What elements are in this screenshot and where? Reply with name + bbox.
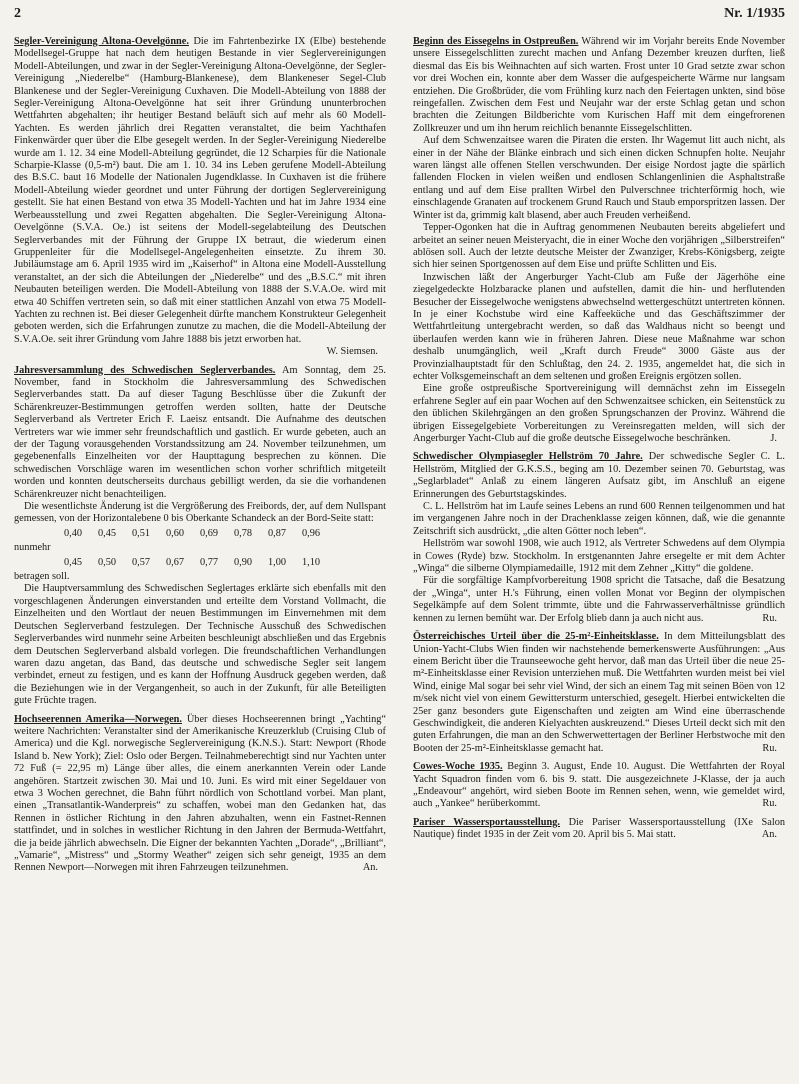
article-signature: Ru. bbox=[762, 742, 777, 754]
article-signature: W. Siemsen. bbox=[326, 346, 378, 358]
article-hellstroem bbox=[413, 451, 785, 625]
article-signature: J. bbox=[770, 433, 777, 444]
freeboard-row-old bbox=[14, 528, 386, 540]
table-cell: 0,60 bbox=[165, 527, 184, 539]
article-headline: Cowes-Woche 1935. bbox=[413, 761, 503, 773]
table-cell: 0,45 bbox=[97, 527, 116, 539]
article-paragraph: Tepper-Ogonken hat die in Auftrag genommenen Neubauten bereits abgeliefert und arbeitet an seiner neuen Meisteryacht, die in einer Woche den vorjährigen „Silberstreifen“ ablösen soll. Auch der letzte deutsche Meister der Zwanziger, Krebs-Königsberg, zeigte sich hier seinen Sportgenossen auf dem Eise und prüfte Schlitten und Eis. bbox=[413, 222, 785, 271]
article-headline: Hochseerennen Amerika—Norwegen. bbox=[14, 713, 182, 725]
article-signature: Ru. bbox=[762, 798, 777, 810]
article-paragraph: Eine große ostpreußische Sportvereinigung will demnächst zehn im Eissegeln erfahrene Segler auf ein paar Wochen auf den Schwenzaitsee schicken, ein Seitenstück zu den üblichen Skilehrgängen an den großen Sprungschanzen der Provinz. Während die übrigen Eissegelgebiete Vorbereitungen zu Vereinsregatten melden, will sich der Angerburger Yacht-Club auf die große deutsche Eissegelwoche beschränken. bbox=[413, 383, 785, 444]
article-oesterreich bbox=[413, 631, 785, 755]
article-headline: Pariser Wassersportausstellung. bbox=[413, 816, 560, 828]
table-cell: 1,00 bbox=[267, 556, 286, 568]
article-text: Der schwedische Segler C. L. Hellström, Mitglied der G.K.S.S., beging am 10. Dezember seinen 70. Geburtstag, was „Seglarbladet“ Anlaß zu einem längeren Aufsatz gibt, im Anschluß an eigene Erinnerungen des Geburtstagskindes. bbox=[413, 451, 785, 500]
table-cell: 0,40 bbox=[63, 527, 82, 539]
article-headline: Segler-Vereinigung Altona-Oevelgönne. bbox=[14, 36, 189, 47]
article-headline: Jahresversammlung des Schwedischen Seglerverbandes. bbox=[14, 364, 276, 376]
table-cell: 0,87 bbox=[267, 527, 286, 539]
freeboard-row-new bbox=[14, 557, 386, 569]
article-headline: Österreichisches Urteil über die 25-m²-Einheitsklasse. bbox=[413, 631, 659, 643]
table-cell: 0,96 bbox=[301, 527, 320, 539]
article-paragraph: C. L. Hellström hat im Laufe seines Lebens an rund 600 Rennen teilgenommen und hat im vergangenen Jahre noch in der Drachenklasse zeigen können, daß, wie die genannte Zeitschrift sich ausdrückt, „die alten Götter noch leben“. bbox=[413, 501, 785, 537]
table-label: nunmehr bbox=[14, 542, 51, 554]
article-cowes-woche bbox=[413, 761, 785, 811]
table-cell: 0,57 bbox=[131, 556, 150, 568]
table-cell: 0,69 bbox=[199, 527, 218, 539]
article-jahresversammlung bbox=[14, 365, 386, 708]
article-hochseerennen bbox=[14, 714, 386, 875]
issue-number: Nr. 1/1935 bbox=[724, 6, 785, 21]
article-text: Am Sonntag, dem 25. November, fand in Stockholm die Jahresversammlung des Schwedischen Seglerverbandes statt. Da auf dieser Tagung Beschlüsse über die Zukunft der Schärenkreuzer-Bestimmungen getroffen werden sollten, hatte der Deutsche Seglerverband als Vertreter Erich F. Laeisz entsandt. Die Aufnahme des deutschen Vertreters war wie immer sehr freundschaftlich und gastlich. Er wurde gebeten, auch an der der Tagung vorausgehenden Vorstandssitzung am 24. November teilzunehmen, um gegebenenfalls Einzelheiten vor der Haupttagung besprechen zu können. Die schwedischen Vorschläge waren im wesentlichen schon vorher schriftlich mitgeteilt worden und konnten deutscherseits durchaus gebilligt werden, da sie die vorhandenen Schärenkreuzer nicht benachteiligen. bbox=[14, 364, 386, 500]
article-text: In dem Mitteilungsblatt des Union-Yacht-Clubs Wien finden wir nachstehende bemerkenswerte Ausführungen: „Aus einem Bericht über die Traunseewoche geht hervor, daß man das Urteil über die neue 25-m²-Einheitsklasse einer Revision unterziehen muß. Die Wettfahrten wurden meist bei viel Wind, einige Mal sogar bei sehr viel Wind, der sich an einem Tag mit seinen Böen von 12 m/sek nicht viel von einem Gewittersturm unterschied, gesegelt. Hierbei entwickelten die 25er ganz besonders gute Eigenschaften und zeigten am Wind eine überraschende Geschwindigkeit, die anderen Kielyachten auskreuzend.“ Dieses Urteil deckt sich mit den guten Erfahrungen, die man an den Schwerwettertagen der Berliner Herbstwoche mit den Booten der 25-m²-Einheitsklasse gemacht hat. bbox=[413, 631, 786, 754]
article-paragraph: Die Hauptversammlung des Schwedischen Seglertages erklärte sich ebenfalls mit den vorgeschlagenen Änderungen einverstanden und erteilte dem Vorstand Vollmacht, die Einzelheiten und den Wortlaut der neuen Bestimmungen im Einvernehmen mit dem Deutschen Seglerverband festzulegen. Der Technische Ausschuß des Schwedischen Seglerverbandes wird nunmehr seine Arbeiten beschleunigt abschließen und das Ergebnis dem Deutschen Seglerverband alsbald vorlegen. Die freundschaftlichen Verhandlungen waren dazu angetan, das Band, das deutsche und schwedische Segler seit langem verbindet, erneut zu festigen, und es kann der Hoffnung Ausdruck gegeben werden, daß die Beziehungen wie in der Vergangenheit, so auch in der Zukunft, für alle Beteiligten gute Früchte tragen. bbox=[14, 583, 386, 707]
article-paragraph: Auf dem Schwenzaitsee waren die Piraten die ersten. Ihr Wagemut litt auch nicht, als einer in der Nähe der Blänke einbrach und sich einen dicken Schnupfen holte. Neujahr waren längst alle offenen Stellen verschwunden. Der eisige Nordost jagte die spärlich fallenden Flocken in vielen weißen und endlosen Schlangenlinien die Asphaltstraße entlang und auf dem Eise prallten Wirbel den Pulverschnee trichterförmig hoch, wie einschlagende Granaten auf trockenem Grund Rauch und Staub emporspritzen lassen. Der Winter ist da, grimmig kalt blasend, aber auch Freuden verheißend. bbox=[413, 135, 785, 221]
table-cell: 1,10 bbox=[301, 556, 320, 568]
article-text: Beginn 3. August, Ende 10. August. Die Wettfahrten der Royal Yacht Squadron finden vom 6. bis 9. statt. Die ausgezeichnete J-Klasse, der ja auch „Endeavour“ angehört, wird sieben Boote im Rennen sehen, wenn, wie gemeldet wird, auch „Yankee“ herüberkommt. bbox=[413, 761, 786, 810]
table-label: betragen soll. bbox=[14, 571, 70, 583]
table-cell: 0,77 bbox=[199, 556, 218, 568]
article-signature: An. bbox=[761, 829, 777, 841]
left-column bbox=[14, 36, 386, 881]
columns bbox=[14, 36, 785, 881]
article-text: Über dieses Hochseerennen bringt „Yachting“ weitere Nachrichten: Veranstalter sind der Amerikanische Kreuzerklub (Cruising Club of America) und die Kgl. norwegische Seglervereinigung (K.N.S.). Start: Newport (Rhode Island b. New York); Ziel: Oslo oder Bergen. Teilnahmeberechtigt sind nur Yachten unter 72 Fuß (= 22,95 m) Länge über alles, die einem anerkannten Verein oder Lande angehören. Startzeit zwischen 30. Mai und 10. Juni. Es wird mit einer Segeldauer von etwa 3 Wochen gerechnet, die Bahn führt nördlich von Schottland vorbei. Man plant, einen „Transatlantik-Wanderpreis“ zu schaffen, wobei man den Gedanken hat, das Rennen in östlicher Richtung in den Jahren abzuhalten, wenn ein Fastnet-Rennen stattfindet, und in solches in westlicher Richtung in den Jahren der Bermuda-Wettfahrt, die ja beide jährlich abwechseln. Die Eigner der bekannten Yachten „Dorade“, „Brilliant“, „Vamarie“, „Mistress“ und „Stormy Weather“ zeigen sich sehr geneigt, 1935 an dem Rennen Newport—Norwegen mit ihren Fahrzeugen teilzunehmen. bbox=[14, 713, 386, 874]
article-headline: Schwedischer Olympiasegler Hellström 70 Jahre. bbox=[413, 451, 643, 463]
table-cell: 0,50 bbox=[97, 556, 116, 568]
page-number: 2 bbox=[14, 6, 21, 21]
article-text: Die Pariser Wassersportausstellung (IXe Salon Nautique) findet 1935 in der Zeit vom 20. April bis 5. Mai statt. bbox=[413, 816, 785, 841]
article-paragraph: Für die sorgfältige Kampfvorbereitung 1908 spricht die Tatsache, daß die Besatzung der „Winga“, unter H.'s Führung, einen vollen Monat vor Beginn der olympischen Segelkämpfe auf dem Solent trimmte, übte und die Fahrwasserverhältnisse gründlich kennen zu lernen bemüht war. Der Erfolg blieb dann ja auch nicht aus. bbox=[413, 575, 785, 624]
table-cell: 0,67 bbox=[165, 556, 184, 568]
right-column bbox=[413, 36, 785, 881]
table-cell: 0,51 bbox=[131, 527, 150, 539]
article-signature: An. bbox=[362, 862, 378, 874]
article-segler-vereinigung bbox=[14, 36, 386, 359]
page-header bbox=[14, 6, 785, 28]
table-cell: 0,90 bbox=[233, 556, 252, 568]
table-cell: 0,45 bbox=[63, 556, 82, 568]
article-paragraph: Hellström war sowohl 1908, wie auch 1912, als Vertreter Schwedens auf dem Olympia in Cowes (Ryde) bzw. Stockholm. In erstgenannten Jahre ersegelte er mit dem Achter „Winga“ die silberne Olympiamedaille, 1912 mit dem Zehner „Kitty“ die goldene. bbox=[413, 538, 785, 575]
article-pariser-ausstellung bbox=[413, 817, 785, 842]
article-paragraph: Inzwischen läßt der Angerburger Yacht-Club am Fuße der Jägerhöhe eine ziegelgedeckte Holzbaracke planen und aufstellen, damit die hin- und herflutenden Besucher der Eissegelwoche wenigstens abwechselnd wettergeschützt untertreten können. In je einer Kochstube wird eine Kaffeeküche und das Geschäftszimmer der Wettfahrtleitung untergebracht werden, so daß das Waldhaus nicht so beengt und überlaufen werden kann wie in früheren Jahren. Diese neue Maßnahme war schon deshalb unumgänglich, weil „Kraft durch Freude“ 3000 Gäste aus der Provinzialhauptstadt für den Schlußtag, den 24. 2. 1935, angemeldet hat, die sich in echter Volksgemeinschaft an dem seltenen und großen Ereignis ergötzen sollen. bbox=[413, 271, 785, 382]
article-paragraph: Die wesentlichste Änderung ist die Vergrößerung des Freibords, der, auf dem Nullspant gemessen, von der Horizontalebene 0 bis Oberkante Schandeck an der Bord-Seite statt: bbox=[14, 501, 386, 525]
article-text: Während wir im Vorjahr bereits Ende November unsere Eissegelschlitten zurecht machen und Anfang Dezember kreuzen durften, ließ diesmal das Eis bis Weihnachten auf sich warten. Frost unter 10 Grad setzte zwar schon vor drei Wochen ein, konnte aber dem Wasser die aufgespeicherte Wärme nur langsam entziehen. Die Großbrüder, die vom Frühling kurz nach den Feiertagen unkten, sind böse reingefallen. Zwischen dem Fest und Neujahr war der erste Schlag getan und schon brachten die Zeitungen Bildberichte vom Kurischen Haff mit dem eingefrorenen Zollkreuzer und um ihn herum reichlich benannte Eissegelschlitten. bbox=[413, 36, 786, 134]
article-text: Die im Fahrtenbezirke IX (Elbe) bestehende Modellsegel-Gruppe hat nach dem heutigen Bestande in vier Seglervereinigungen Modell-Abteilungen, und zwar in der Segler-Vereinigung Altona-Oevelgönne, der Segler-Vereinigung „Niederelbe“ (Hamburg-Blankenese), dem Blankeneser Segel-Club Blankenese und der Segler-Vereinigung Cuxhaven. Die Modell-Abteilung von 1888 der Segler-Vereinigung Altona-Oevelgönne hat seit ihrer Gründung ununterbrochen Wettfahrten abgehalten; ihr heutiger Bestand beläuft sich auf mehr als 60 Modell-Yachten. Es werden jährlich drei Regatten veranstaltet, die beim Yachthafen Finkenwärder quer über die Elbe gesegelt werden. In der Segler-Vereinigung Niederelbe wurde am 1. 12. 34 eine Modell-Abteilung gegründet, die 12 Scharpies für die Nationale Scharpie-Klasse (0,5-m²) baut. Die am 1. 10. 34 ins Leben gerufene Modell-Abteilung des B.S.C. baut 16 Modelle der Nationalen Jugendklasse. In Cuxhaven ist die frühere Modell-Abteilung wieder geordnet und unter Führung der dortigen Seglervereinigung gestellt. Sie hat einen Bestand von etwa 35 Modell-Yachten und hat im Jahre 1934 eine Werbeausstellung und zwei Regatten abgehalten. Die Segler-Vereinigung Altona-Oevelgönne (S.V.A. Oe.) ist seitens der Modell-segelabteilung des Deutschen Seglerverbandes mit der Führung der Gruppe IX betraut, die wiederum einen Gruppenleiter für die Modellsegel-Angelegenheiten einsetzte. Zu ihrem 30. Jubiläumstage am 6. April 1935 wird im „Kaiserhof“ in Altona eine Modell-Ausstellung veranstaltet, an der sich die Abteilungen der „Niederelbe“ und des „B.S.C.“ mit ihren Neubauten beteiligen werden. Die Modell-Abteilung von 1888 der S.V.A.Oe. wird mit etwa 40 Schiffen vertreten sein, so daß mit einer stattlichen Anzahl von etwa 75 Modell-Yachten zu rechnen ist. Bei dieser Gelegenheit dürfte manchem Konstrukteur Gelegenheit geboten werden, sich die Erfahrungen zunutze zu machen, die die Modell-Abteilung der S.V.A.Oe. seit ihrer Gründung vom Jahre 1888 bis jetzt erworben hat. bbox=[14, 36, 386, 345]
article-eissegeln bbox=[413, 36, 785, 445]
article-headline: Beginn des Eissegelns in Ostpreußen. bbox=[413, 36, 579, 47]
table-cell: 0,78 bbox=[233, 527, 252, 539]
article-signature: Ru. bbox=[762, 612, 777, 624]
